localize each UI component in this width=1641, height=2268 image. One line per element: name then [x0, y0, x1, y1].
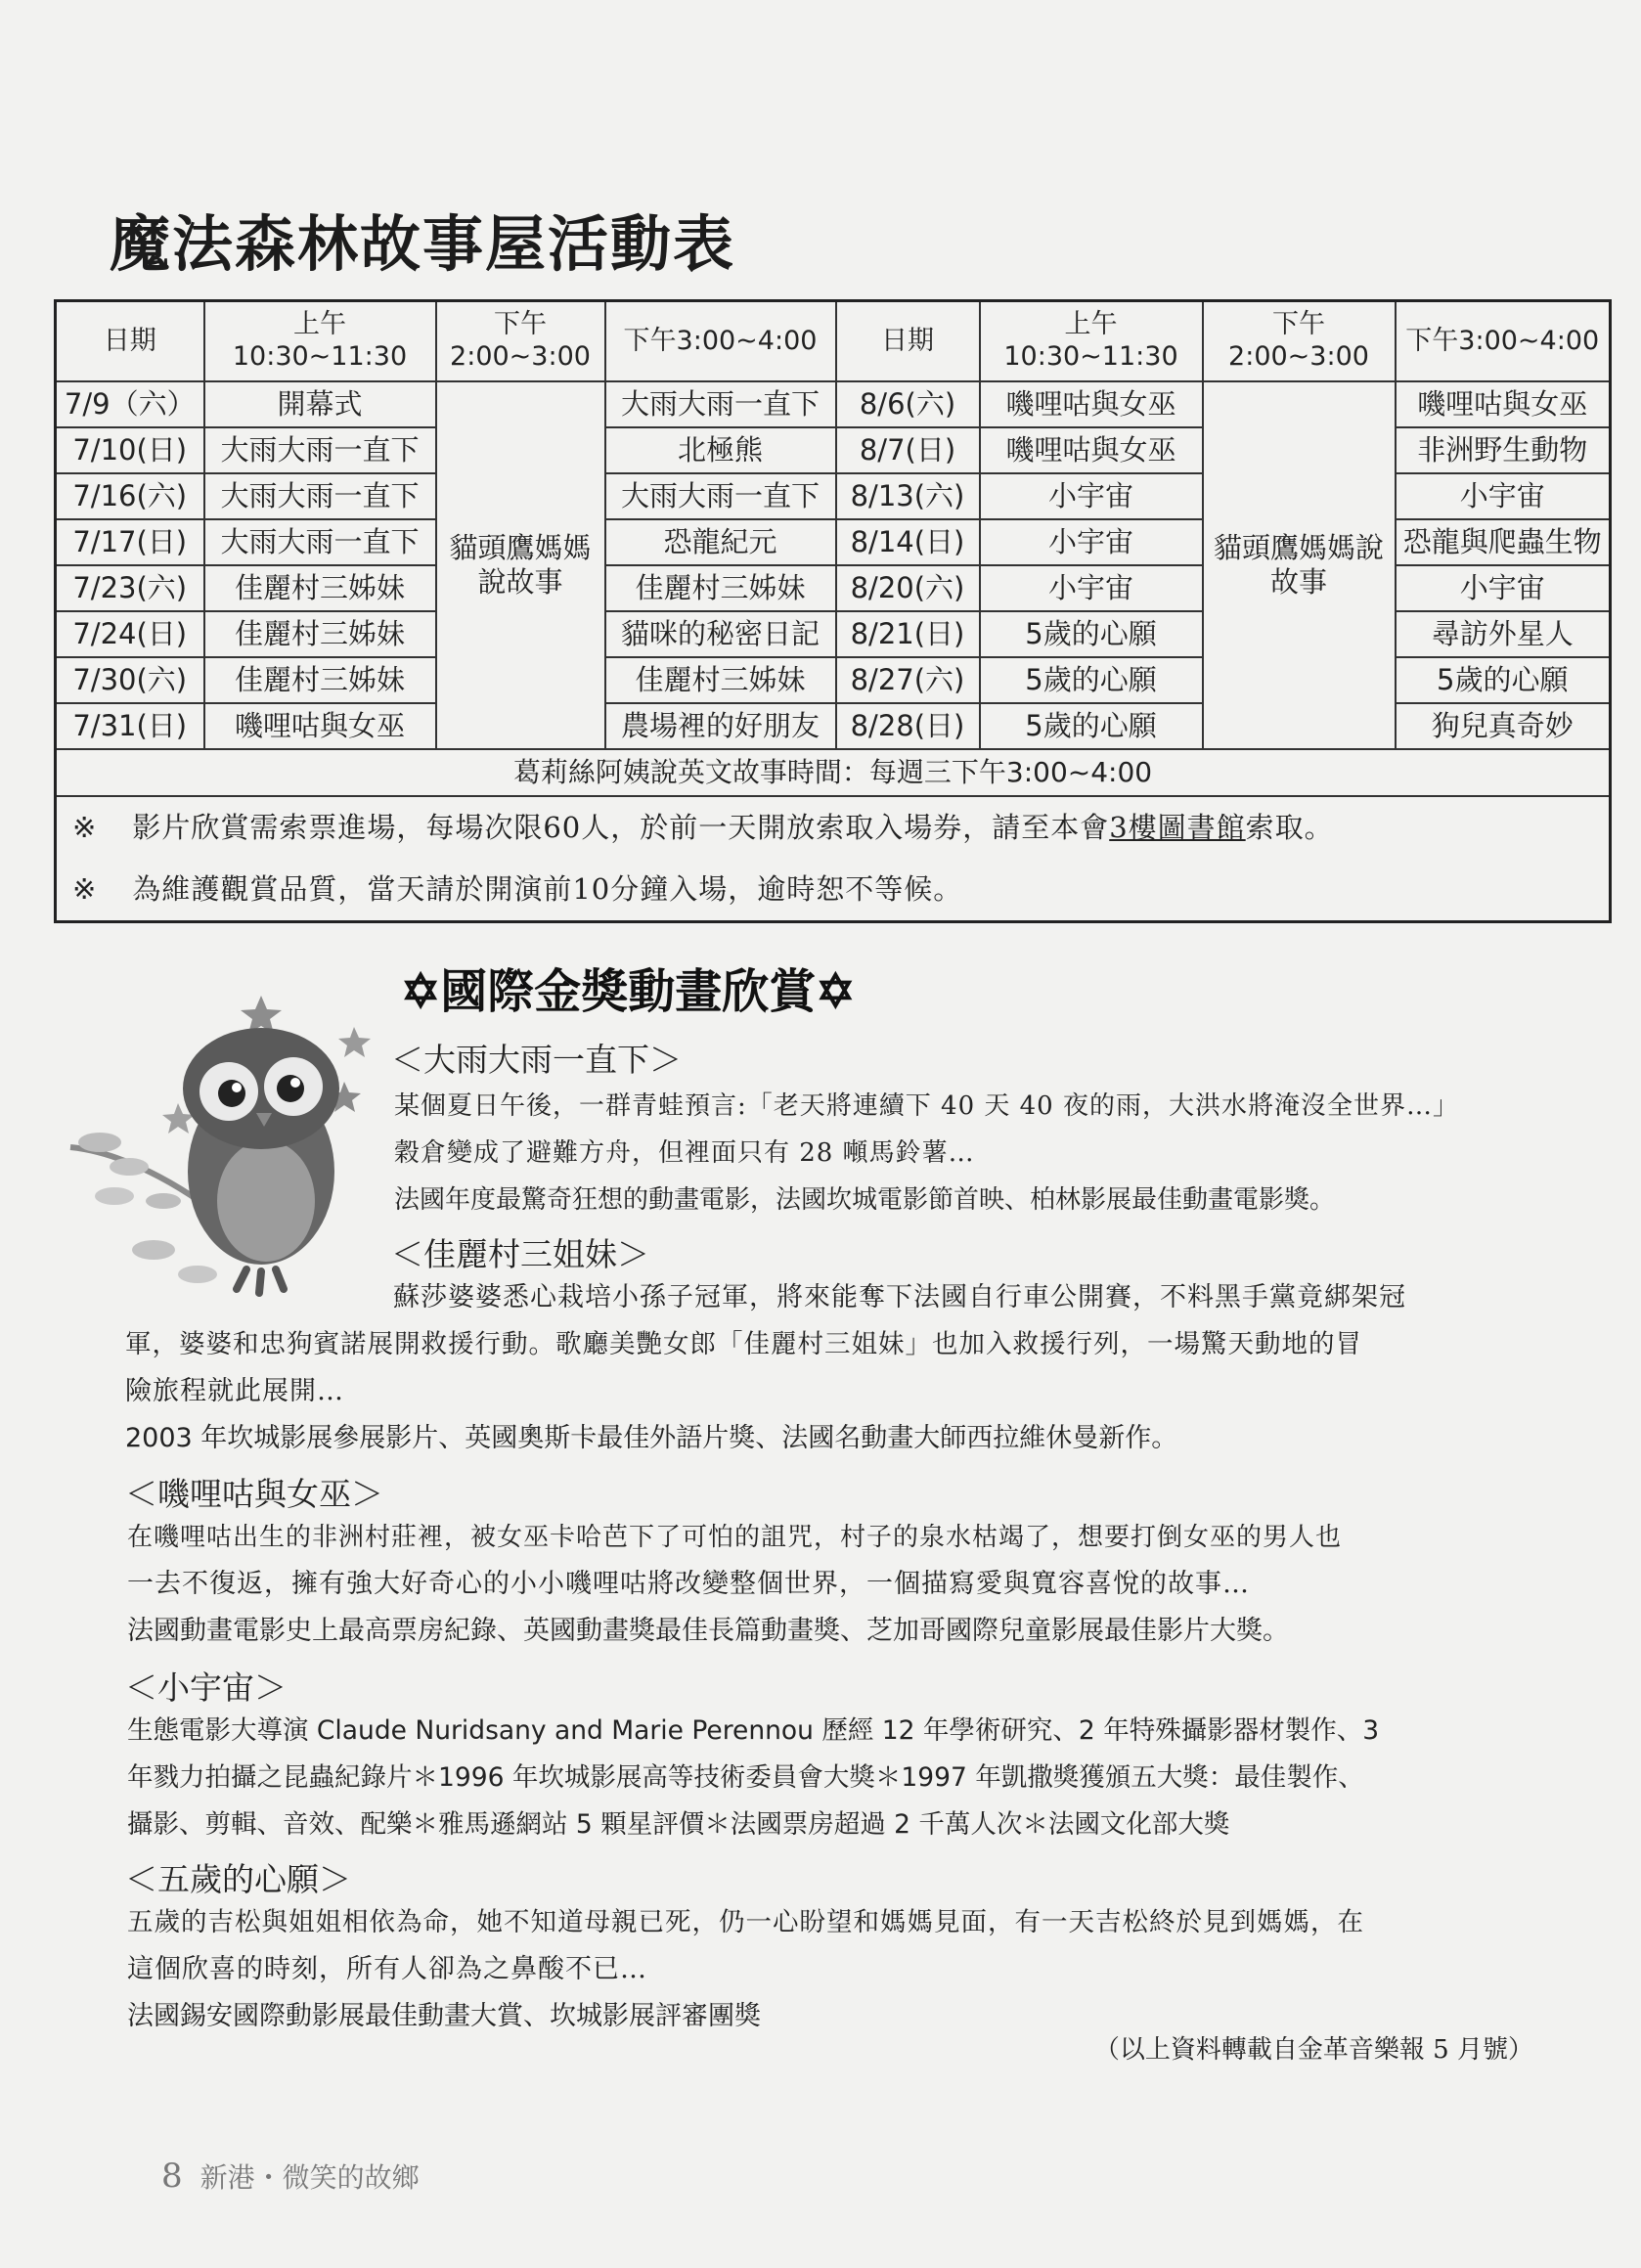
- page-footer: [161, 2157, 420, 2196]
- august-morning: 小宇宙: [980, 473, 1203, 519]
- owl-illustration: [61, 976, 383, 1313]
- header-date-2: 日期: [836, 301, 980, 381]
- page-title: 魔法森林故事屋活動表: [110, 208, 736, 280]
- august-morning: 5歲的心願: [980, 657, 1203, 703]
- ticket-note: ※ 影片欣賞需索票進場，每場次限60人，於前一天開放索取入場券，請至本會3樓圖書館索取。: [56, 796, 1611, 859]
- august-morning: 5歲的心願: [980, 611, 1203, 657]
- august-date: 8/6(六): [836, 381, 980, 427]
- august-late-afternoon: 恐龍與爬蟲生物: [1396, 519, 1611, 565]
- august-afternoon-story: 貓頭鷹媽媽說故事: [1203, 381, 1396, 749]
- august-date: 8/7(日): [836, 427, 980, 473]
- july-morning: 嘰哩咕與女巫: [204, 703, 436, 749]
- july-date: 7/17(日): [56, 519, 204, 565]
- august-date: 8/14(日): [836, 519, 980, 565]
- july-late-afternoon: 恐龍紀元: [605, 519, 836, 565]
- august-date: 8/13(六): [836, 473, 980, 519]
- august-morning: 5歲的心願: [980, 703, 1203, 749]
- entry-note: ※ 為維護觀賞品質，當天請於開演前10分鐘入場，逾時恕不等候。: [56, 859, 1611, 922]
- film-desc-five: 五歲的吉松與姐姐相依為命，她不知道母親已死，仍一心盼望和媽媽見面，有一天吉松終於見到媽媽，在 這個欣喜的時刻，所有人卻為之鼻酸不已… 法國錫安國際動影展最佳動畫大賞、坎城影展評審團獎: [127, 1907, 1364, 2031]
- july-date: 7/31(日): [56, 703, 204, 749]
- august-late-afternoon: 狗兒真奇妙: [1396, 703, 1611, 749]
- july-late-afternoon: 大雨大雨一直下: [605, 381, 836, 427]
- july-morning: 佳麗村三姊妹: [204, 565, 436, 611]
- july-late-afternoon: 佳麗村三姊妹: [605, 657, 836, 703]
- header-late-afternoon: 下午3:00~4:00: [605, 301, 836, 381]
- august-date: 8/21(日): [836, 611, 980, 657]
- header-morning: 上午 10:30~11:30: [204, 301, 436, 381]
- july-date: 7/23(六): [56, 565, 204, 611]
- film-title-five: ＜五歲的心願＞: [125, 1860, 351, 1898]
- july-late-afternoon: 農場裡的好朋友: [605, 703, 836, 749]
- header-date: 日期: [56, 301, 204, 381]
- table-row: [56, 381, 1611, 427]
- film-desc-kirikou: 在嘰哩咕出生的非洲村莊裡，被女巫卡哈芭下了可怕的詛咒，村子的泉水枯竭了，想要打倒女巫的男人也 一去不復返，擁有強大好奇心的小小嘰哩咕將改變整個世界，一個描寫愛與寬容喜悅的故事… 法國動畫電影史上最高票房紀錄、英國動畫獎最佳長篇動畫獎、芝加哥國際兒童影展最佳影片大獎。: [127, 1523, 1343, 1646]
- july-late-afternoon: 貓咪的秘密日記: [605, 611, 836, 657]
- header-morning-2: 上午 10:30~11:30: [980, 301, 1203, 381]
- july-date: 7/16(六): [56, 473, 204, 519]
- film-title-rain: ＜大雨大雨一直下＞: [391, 1041, 682, 1079]
- note-row-2: [56, 859, 1611, 922]
- july-date: 7/10(日): [56, 427, 204, 473]
- film-title-kirikou: ＜嘰哩咕與女巫＞: [125, 1475, 383, 1513]
- august-morning: 小宇宙: [980, 519, 1203, 565]
- august-morning: 嘰哩咕與女巫: [980, 381, 1203, 427]
- header-afternoon-2: 下午 2:00~3:00: [1203, 301, 1396, 381]
- august-date: 8/20(六): [836, 565, 980, 611]
- header-afternoon: 下午 2:00~3:00: [436, 301, 605, 381]
- august-morning: 嘰哩咕與女巫: [980, 427, 1203, 473]
- page-number: 8: [161, 2157, 183, 2196]
- july-morning: 佳麗村三姊妹: [204, 611, 436, 657]
- july-morning: 佳麗村三姊妹: [204, 657, 436, 703]
- july-date: 7/24(日): [56, 611, 204, 657]
- english-story-row: [56, 749, 1611, 796]
- source-credit: （以上資料轉載自金革音樂報 5 月號）: [1093, 2035, 1533, 2065]
- august-late-afternoon: 小宇宙: [1396, 473, 1611, 519]
- july-morning: 大雨大雨一直下: [204, 473, 436, 519]
- film-desc-rain: 某個夏日午後，一群青蛙預言:「老天將連續下 40 天 40 夜的雨，大洪水將淹沒全世界…」 穀倉變成了避難方舟，但裡面只有 28 噸馬鈴薯… 法國年度最驚奇狂想的動畫電影，法國坎城電影節首映、柏林影展最佳動畫電影獎。: [394, 1091, 1459, 1215]
- film-desc-belleville: 蘇莎婆婆悉心栽培小孫子冠軍，將來能奪下法國自行車公開賽，不料黑手黨竟綁架冠 軍，婆婆和忠狗賓諾展開救援行動。歌廳美艷女郎「佳麗村三姐妹」也加入救援行列，一場驚天動地的冒 險旅程就此展開… 2003 年坎城影展參展影片、英國奧斯卡最佳外語片獎、法國名動畫大師西拉維休曼新作。: [125, 1282, 1406, 1453]
- note-row-1: [56, 796, 1611, 859]
- august-date: 8/27(六): [836, 657, 980, 703]
- footer-text: 新港・微笑的故鄉: [200, 2161, 420, 2194]
- film-title-microcosmos: ＜小宇宙＞: [125, 1668, 287, 1707]
- table-header-row: [56, 301, 1611, 381]
- library-link: 3樓圖書館: [1109, 810, 1246, 844]
- august-late-afternoon: 嘰哩咕與女巫: [1396, 381, 1611, 427]
- august-late-afternoon: 5歲的心願: [1396, 657, 1611, 703]
- august-late-afternoon: 尋訪外星人: [1396, 611, 1611, 657]
- august-late-afternoon: 小宇宙: [1396, 565, 1611, 611]
- film-desc-microcosmos: 生態電影大導演 Claude Nuridsany and Marie Perennou 歷經 12 年學術研究、2 年特殊攝影器材製作、3 年戮力拍攝之昆蟲紀錄片＊1996 年坎城影展高等技術委員會大獎＊1997 年凱撒獎獲頒五大獎：最佳製作、 攝影、剪輯、音效、配樂＊雅馬遜網站 5 顆星評價＊法國票房超過 2 千萬人次＊法國文化部大獎: [127, 1715, 1380, 1840]
- july-date: 7/30(六): [56, 657, 204, 703]
- july-late-afternoon: 佳麗村三姊妹: [605, 565, 836, 611]
- film-title-belleville: ＜佳麗村三姐妹＞: [391, 1235, 649, 1273]
- july-late-afternoon: 大雨大雨一直下: [605, 473, 836, 519]
- english-story-time: 葛莉絲阿姨說英文故事時間：每週三下午3:00~4:00: [56, 749, 1611, 796]
- july-morning: 大雨大雨一直下: [204, 519, 436, 565]
- august-late-afternoon: 非洲野生動物: [1396, 427, 1611, 473]
- july-date: 7/9（六）: [56, 381, 204, 427]
- section-title: ✡國際金獎動畫欣賞✡: [401, 964, 856, 1019]
- header-late-afternoon-2: 下午3:00~4:00: [1396, 301, 1611, 381]
- july-morning: 大雨大雨一直下: [204, 427, 436, 473]
- july-afternoon-story: 貓頭鷹媽媽說故事: [436, 381, 605, 749]
- july-late-afternoon: 北極熊: [605, 427, 836, 473]
- july-morning: 開幕式: [204, 381, 436, 427]
- activity-schedule-table: [54, 299, 1612, 923]
- august-morning: 小宇宙: [980, 565, 1203, 611]
- august-date: 8/28(日): [836, 703, 980, 749]
